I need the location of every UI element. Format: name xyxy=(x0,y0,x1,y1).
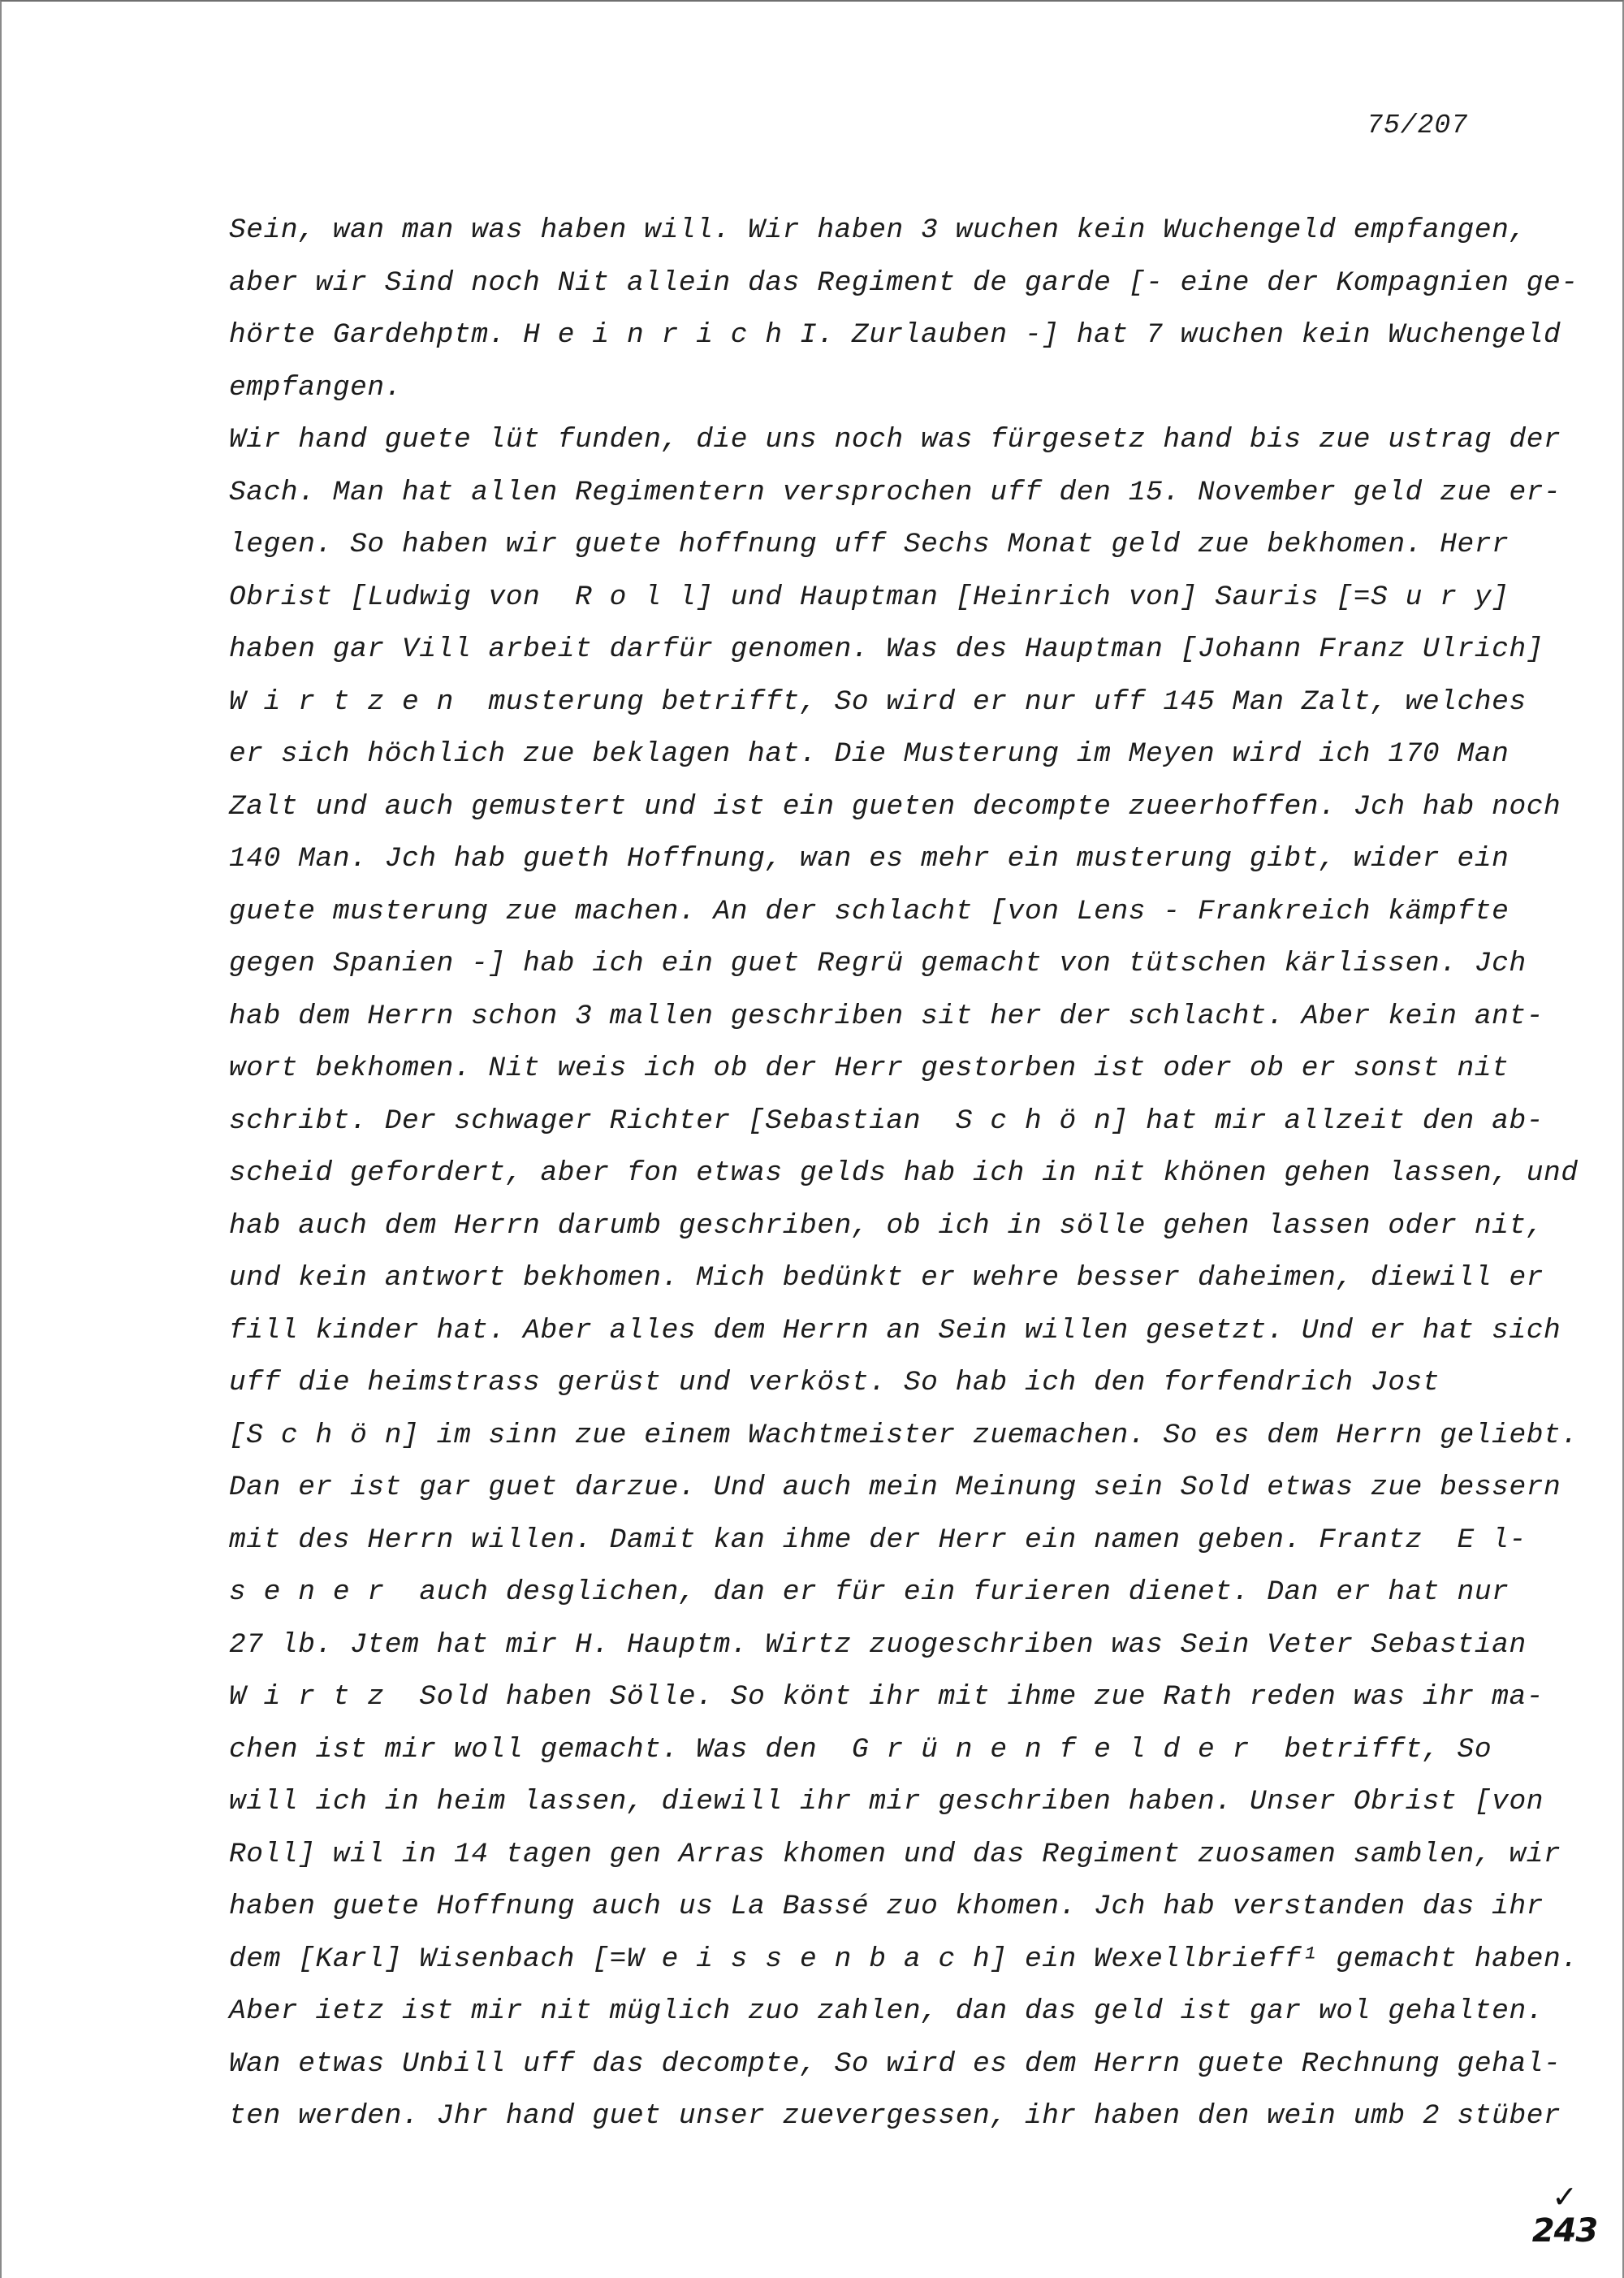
text-line: Wir hand guete lüt funden, die uns noch was fürgesetz hand bis zue ustrag der xyxy=(229,424,1561,456)
text-line: haben gar Vill arbeit darfür genomen. Was des Hauptman [Johann Franz Ulrich] xyxy=(229,633,1544,665)
text-line: gegen Spanien -] hab ich ein guet Regrü gemacht von tütschen kärlissen. Jch xyxy=(229,948,1527,979)
text-line: aber wir Sind noch Nit allein das Regiment de garde [- eine der Kompagnien ge- xyxy=(229,266,1579,299)
archive-stamp xyxy=(1528,2181,1601,2249)
text-line: scheid gefordert, aber fon etwas gelds hab ich in nit khönen gehen lassen, und xyxy=(229,1157,1579,1189)
text-line: Sein, wan man was haben will. Wir haben 3 wuchen kein Wuchengeld empfangen, xyxy=(229,214,1527,246)
text-line: will ich in heim lassen, diewill ihr mir geschriben haben. Unser Obrist [von xyxy=(229,1786,1544,1818)
text-line: Roll] wil in 14 tagen gen Arras khomen und das Regiment zuosamen samblen, wir xyxy=(229,1838,1561,1870)
text-line: schribt. Der schwager Richter [Sebastian S c h ö n] hat mir allzeit den ab- xyxy=(229,1104,1544,1137)
text-line: Sach. Man hat allen Regimentern versprochen uff den 15. November geld zue er- xyxy=(229,476,1561,508)
page-number: 75/207 xyxy=(1367,110,1468,140)
text-line: chen ist mir woll gemacht. Was den G r ü n e n f e l d e r betrifft, So xyxy=(229,1733,1492,1766)
text-line: 140 Man. Jch hab gueth Hoffnung, wan es mehr ein musterung gibt, wider ein xyxy=(229,843,1510,875)
text-line: 27 lb. Jtem hat mir H. Hauptm. Wirtz zuogeschriben was Sein Veter Sebastian xyxy=(229,1628,1527,1661)
text-line: Dan er ist gar guet darzue. Und auch mein Meinung sein Sold etwas zue bessern xyxy=(229,1472,1561,1503)
text-line: W i r t z Sold haben Sölle. So könt ihr mit ihme zue Rath reden was ihr ma- xyxy=(229,1681,1544,1713)
text-line: Aber ietz ist mir nit müglich zuo zahlen, dan das geld ist gar wol gehalten. xyxy=(229,1995,1544,2027)
text-line: Zalt und auch gemustert und ist ein gueten decompte zueerhoffen. Jch hab noch xyxy=(229,790,1561,823)
text-line: fill kinder hat. Aber alles dem Herrn an Sein willen gesetzt. Und er hat sich xyxy=(229,1314,1561,1346)
text-line: Obrist [Ludwig von R o l l] und Hauptman [Heinrich von] Sauris [=S u r y] xyxy=(229,581,1510,613)
text-line: hab dem Herrn schon 3 mallen geschriben sit her der schlacht. Aber kein ant- xyxy=(229,1000,1544,1032)
text-line: hab auch dem Herrn darumb geschriben, ob ich in sölle gehen lassen oder nit, xyxy=(229,1209,1544,1242)
archive-number: 243 xyxy=(1531,2212,1598,2250)
text-line: guete musterung zue machen. An der schlacht [von Lens - Frankreich kämpfte xyxy=(229,895,1510,927)
text-line: mit des Herrn willen. Damit kan ihme der Herr ein namen geben. Frantz E l- xyxy=(229,1524,1527,1556)
text-line: haben guete Hoffnung auch us La Bassé zuo khomen. Jch hab verstanden das ihr xyxy=(229,1891,1544,1922)
text-line: uff die heimstrass gerüst und verköst. So hab ich den forfendrich Jost xyxy=(229,1367,1440,1398)
text-line: ten werden. Jhr hand guet unser zuevergessen, ihr haben den wein umb 2 stüber xyxy=(229,2100,1561,2132)
text-line: empfangen. xyxy=(229,371,403,404)
checkmark-icon: ✓ xyxy=(1552,2179,1578,2215)
text-line: [S c h ö n] im sinn zue einem Wachtmeister zuemachen. So es dem Herrn geliebt. xyxy=(229,1419,1579,1451)
text-line: dem [Karl] Wisenbach [=W e i s s e n b a c h] ein Wexellbrieff¹ gemacht haben. xyxy=(229,1943,1579,1975)
text-line: W i r t z e n musterung betrifft, So wird er nur uff 145 Man Zalt, welches xyxy=(229,685,1527,718)
text-line: hörte Gardehptm. H e i n r i c h I. Zurlauben -] hat 7 wuchen kein Wuchengeld xyxy=(229,319,1561,351)
text-line: und kein antwort bekhomen. Mich bedünkt er wehre besser daheimen, diewill er xyxy=(229,1262,1544,1294)
text-line: Wan etwas Unbill uff das decompte, So wird es dem Herrn guete Rechnung gehal- xyxy=(229,2047,1561,2080)
text-line: legen. So haben wir guete hoffnung uff Sechs Monat geld zue bekhomen. Herr xyxy=(229,529,1510,560)
text-line: er sich höchlich zue beklagen hat. Die Musterung im Meyen wird ich 170 Man xyxy=(229,738,1510,770)
text-line: s e n e r auch desglichen, dan er für ein furieren dienet. Dan er hat nur xyxy=(229,1576,1510,1608)
letter-text-block xyxy=(229,205,1579,2143)
text-line: wort bekhomen. Nit weis ich ob der Herr gestorben ist oder ob er sonst nit xyxy=(229,1053,1510,1084)
